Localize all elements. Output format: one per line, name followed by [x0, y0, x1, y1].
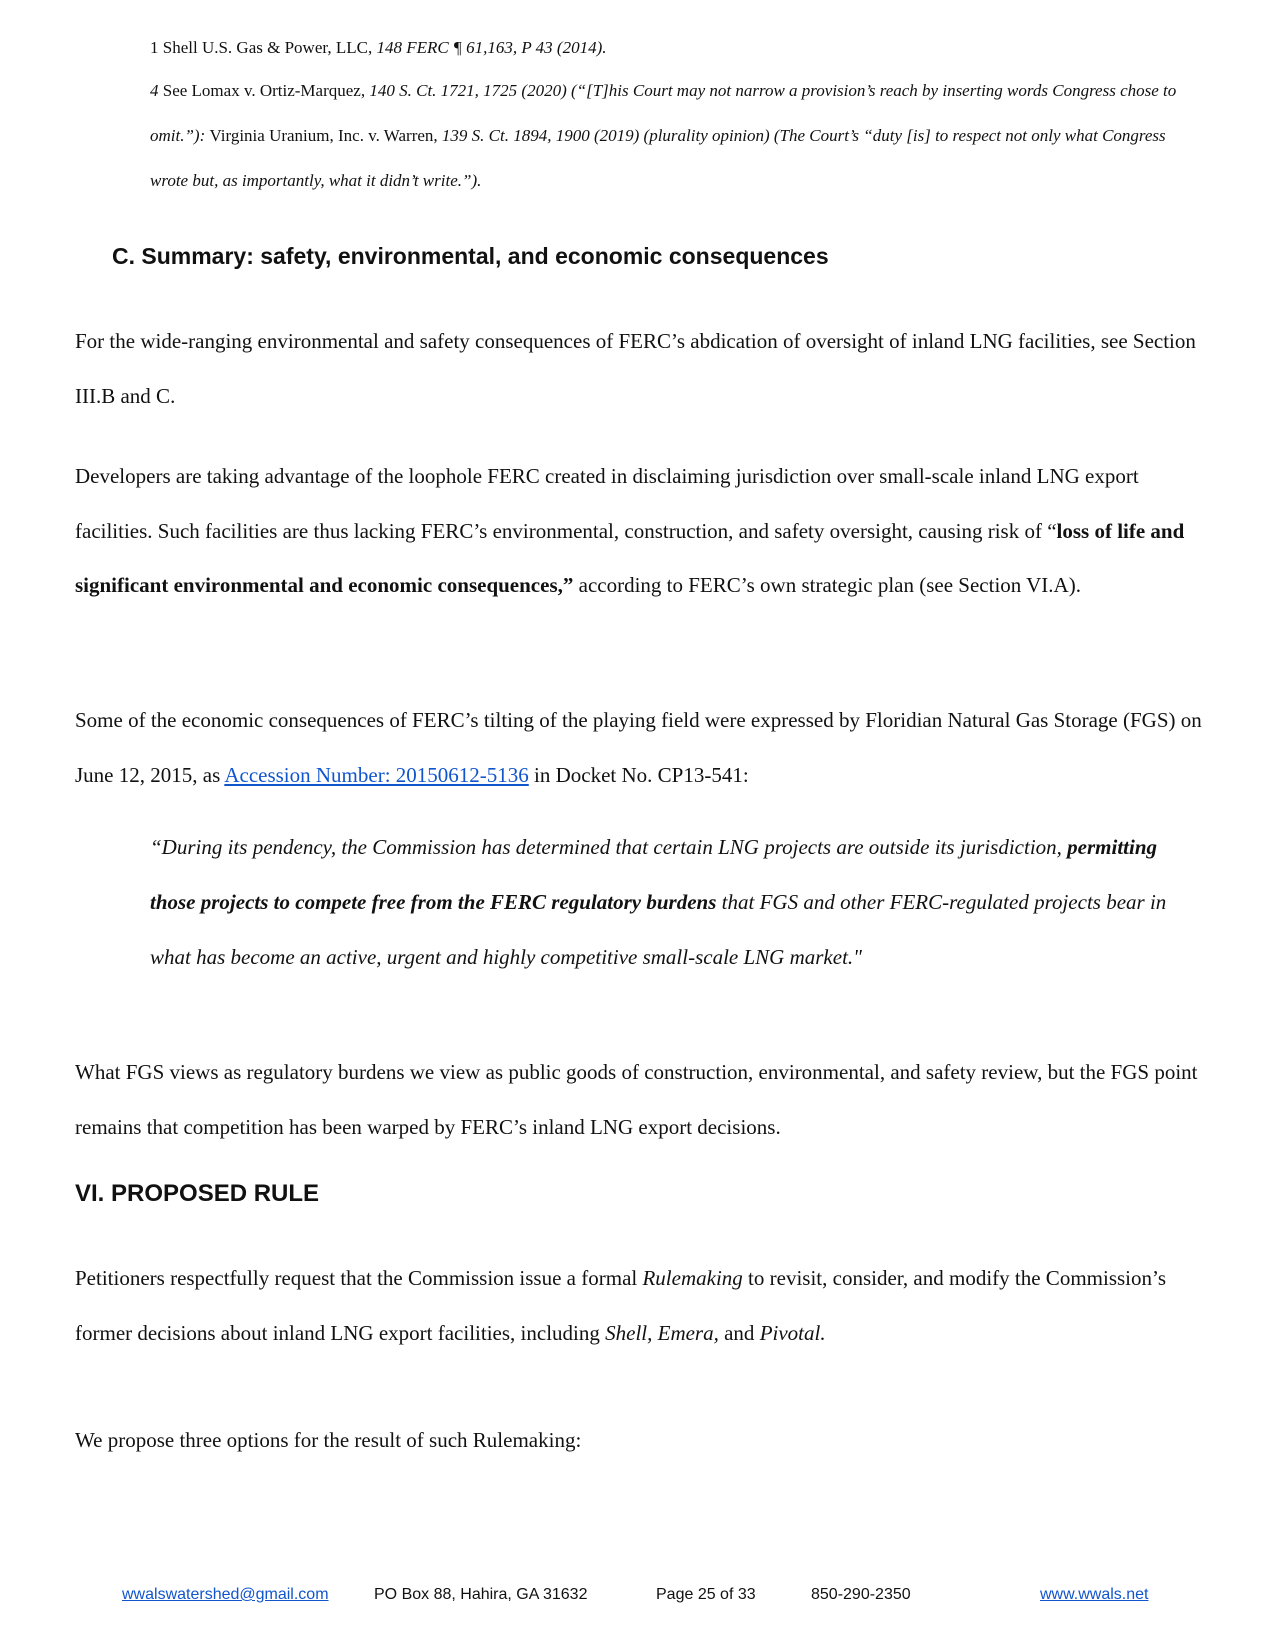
italic-term: Rulemaking	[642, 1266, 743, 1290]
paragraph-fgs-view: What FGS views as regulatory burdens we view as public goods of construction, environmental, and safety review, but the FGS point remains that competition has been warped by FERC’s inland LNG export decisions.	[75, 1060, 1198, 1139]
paragraph-text: Developers are taking advantage of the loophole FERC created in disclaiming jurisdiction over small-scale inland LNG export facilities. Such facilities are thus lacking FERC’s environmental, construction, and safety oversight, causing risk of “	[75, 464, 1139, 543]
footer-page-number: Page 25 of 33	[656, 1586, 756, 1603]
paragraph-text: Some of the economic consequences of FERC’s tilting of the playing field were expressed by Floridian Natural Gas Storage (FGS) on June 12, 2015, as	[75, 708, 1202, 787]
footer-website-link[interactable]: www.wwals.net	[1040, 1586, 1149, 1603]
paragraph-consequences: For the wide-ranging environmental and safety consequences of FERC’s abdication of oversight of inland LNG facilities, see Section III.B and C.	[75, 329, 1196, 408]
paragraph-text: Petitioners respectfully request that the Commission issue a formal	[75, 1266, 643, 1290]
footnote-case-name: Shell U.S. Gas & Power, LLC,	[162, 38, 373, 57]
paragraph-text: to revisit, consider, and modify the Commission’s former decisions about inland LNG export facilities, including	[75, 1266, 1167, 1345]
footnote-citation: 139 S. Ct. 1894, 1900 (2019) (plurality opinion) (The Court’s “duty [is] to respect not only what Congress wrote but, as importantly, what it didn’t write.”).	[150, 126, 1166, 190]
footer-email-link[interactable]: wwalswatershed@gmail.com	[122, 1586, 329, 1603]
block-quote	[150, 820, 1170, 985]
italic-case-name: Pivotal.	[759, 1320, 826, 1345]
paragraph-three-options: We propose three options for the result of such Rulemaking:	[75, 1428, 582, 1452]
paragraph-economic	[75, 693, 1205, 802]
footnote-case-name: Virginia Uranium, Inc. v. Warren,	[209, 126, 438, 145]
paragraph-text: and	[718, 1320, 760, 1345]
footer-phone: 850-290-2350	[811, 1586, 911, 1603]
footnote-citation: 148 FERC ¶ 61,163, P 43 (2014).	[376, 38, 607, 57]
footnote-4	[150, 68, 1190, 203]
section-vi-heading: VI. PROPOSED RULE	[75, 1180, 320, 1207]
paragraph-text: according to FERC’s own strategic plan (see Section VI.A).	[573, 573, 1081, 597]
bold-quote: loss of life and significant environmental and economic consequences,”	[75, 518, 1185, 597]
paragraph-loophole	[75, 449, 1205, 613]
paragraph-text: in Docket No. CP13-541:	[528, 762, 749, 787]
footer-address: PO Box 88, Hahira, GA 31632	[374, 1586, 588, 1603]
paragraph-petitioners-request	[75, 1251, 1205, 1360]
page-footer	[0, 1586, 1275, 1608]
footnote-number: 1	[150, 38, 159, 57]
accession-number-link[interactable]: Accession Number: 20150612-5136	[224, 762, 529, 787]
footnote-case-name: See Lomax v. Ortiz‑Marquez,	[162, 81, 366, 100]
quote-text: “During its pendency, the Commission has determined that certain LNG projects are outside its jurisdiction,	[150, 835, 1068, 859]
section-c-heading: C. Summary: safety, environmental, and economic consequences	[112, 243, 829, 269]
footnote-1	[150, 25, 1190, 70]
footnote-number: 4	[150, 81, 159, 100]
quote-bold-text: permitting those projects to compete free from the FERC regulatory burdens	[150, 835, 1158, 914]
quote-text: that FGS and other FERC-regulated projects bear in what has become an active, urgent and highly competitive small-scale LNG market."	[150, 890, 1167, 969]
italic-case-names: Shell, Emera,	[605, 1320, 719, 1345]
footnote-citation: 140 S. Ct. 1721, 1725 (2020) (“[T]his Court may not narrow a provision’s reach by inserting words Congress chose to omit.”):	[150, 81, 1177, 145]
